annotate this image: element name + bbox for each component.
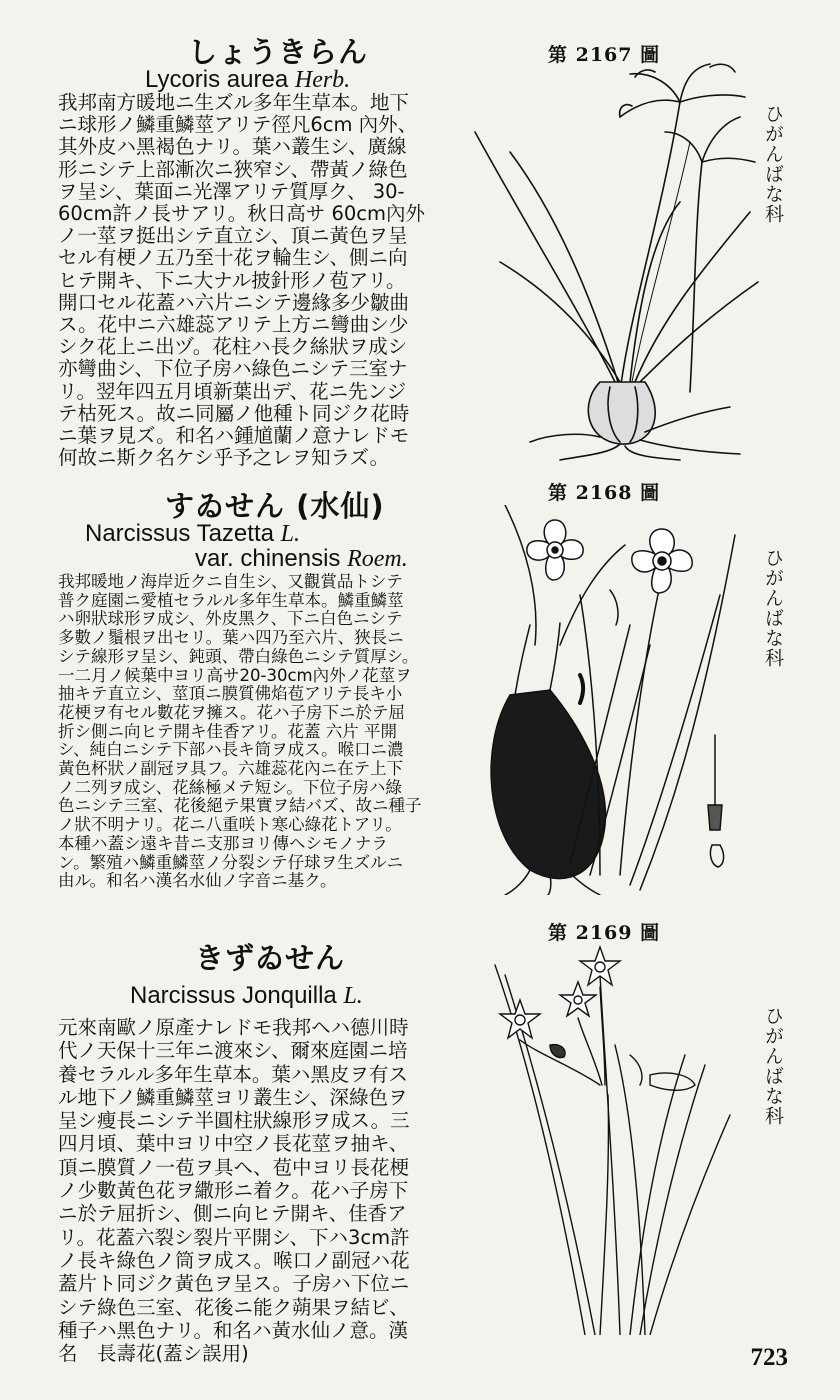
text-line: 名 長壽花(蓋シ誤用) (58, 1342, 249, 1366)
text-line: ス。花中ニ六雄蕊アリテ上方ニ彎曲シ少 (58, 313, 409, 337)
entry-description-lycoris (58, 92, 470, 469)
latin-author: L. (280, 521, 300, 547)
text-line: ン。繁殖ハ鱗重鱗莖ノ分裂シテ仔球ヲ生ズルニ (58, 852, 404, 872)
text-line: ニ葉ヲ見ズ。和名ハ鍾馗蘭ノ意ナレドモ (58, 424, 410, 448)
page-number: 723 (750, 1344, 788, 1371)
text-line: 本種ハ蓋シ遠キ昔ニ支那ヨリ傳ヘシモノナラ (58, 833, 388, 853)
text-line: リ。花蓋六裂シ裂片平開シ、下ハ3cm許 (58, 1225, 410, 1249)
entry-title-lycoris: しょうきらん (188, 35, 369, 69)
text-line: ハ卵狀球形ヲ成シ、外皮黑ク、下ニ白色ニシテ (58, 609, 403, 629)
entry-title-narcissus-jonquilla: きずゐせん (195, 941, 346, 975)
text-line: 由ル。和名ハ漢名水仙ノ字音ニ基ク。 (58, 871, 337, 891)
latin-author: L. (343, 983, 363, 1009)
text-line: 一二月ノ候葉中ヨリ高サ20-30cm內外ノ花莖ヲ (58, 665, 412, 685)
text-line: 四月頃、葉中ヨリ中空ノ長花莖ヲ抽キ、 (58, 1132, 409, 1156)
text-line: セル有梗ノ五乃至十花ヲ輪生シ、側ニ向 (58, 246, 408, 270)
illustration-lycoris-aurea (470, 62, 760, 462)
latin-variety: var. chinensis (195, 545, 341, 572)
text-line: ノ少數黃色花ヲ繖形ニ着ク。花ハ子房下 (58, 1179, 409, 1203)
illustration-narcissus-tazetta (480, 505, 740, 895)
family-label-2167: ひがんばな科 (762, 104, 784, 224)
illustration-narcissus-jonquilla (490, 945, 740, 1335)
text-line: 養セラルル多年生草本。葉ハ黑皮ヲ有ス (58, 1062, 408, 1086)
text-line: 普ク庭園ニ愛植セラルル多年生草本。鱗重鱗莖 (58, 590, 404, 610)
text-line: 元來南歐ノ原產ナレドモ我邦ヘハ德川時 (58, 1016, 409, 1039)
text-line: 亦彎曲シ、下位子房ハ綠色ニシテ三室ナ (58, 357, 408, 381)
figure-label-2169: 第 2169 圖 (548, 922, 661, 944)
text-line: シテ綠色三室、花後ニ能ク蒴果ヲ結ビ、 (58, 1295, 409, 1319)
text-line: 我邦南方暖地ニ生ズル多年生草本。地下 (58, 91, 410, 114)
entry-description-narcissus-jonquilla (58, 1016, 470, 1365)
latin-binomial: Narcissus Tazetta (85, 520, 274, 547)
family-label-2169: ひがんばな科 (762, 1006, 784, 1126)
latin-name-lycoris (145, 66, 350, 94)
text-line: ノ狀不明ナリ。花ニ八重咲ト寒心綠花トアリ。 (58, 815, 402, 835)
text-line: ル地下ノ鱗重鱗莖ヨリ叢生シ、深綠色ヲ (58, 1085, 408, 1109)
entry-title-narcissus-tazetta: すゐせん (水仙) (165, 489, 385, 523)
text-line: 色ニシテ三室、花後絕テ果實ヲ結バズ、故ニ種子 (58, 796, 422, 816)
figure-label-2168: 第 2168 圖 (548, 482, 661, 504)
text-line: ノ二列ヲ成シ、花絲極メテ短シ。下位子房ハ綠 (58, 777, 402, 797)
latin-variety-narcissus-tazetta (195, 545, 408, 573)
latin-name-narcissus-tazetta (85, 520, 300, 548)
text-line: テ枯死ス。故ニ同屬ノ他種ト同ジク花時 (58, 401, 410, 425)
text-line: シ、純白ニシテ下部ハ長キ筒ヲ成ス。喉口ニ濃 (58, 740, 404, 760)
text-line: 60cm許ノ長サアリ。秋日高サ 60cm內外 (58, 202, 426, 226)
text-line: シク花上ニ出ヅ。花柱ハ長ク絲狀ヲ成シ (58, 335, 408, 359)
text-line: 我邦暖地ノ海岸近クニ自生シ、又觀賞品トシテ (58, 572, 403, 591)
text-line: リ。翌年四五月頃新葉出デ、花ニ先ンジ (58, 379, 407, 403)
text-line: 種子ハ黑色ナリ。和名ハ黃水仙ノ意。漢 (58, 1318, 409, 1342)
text-line: 花梗ヲ有セル數花ヲ擁ス。花ハ子房下ニ於テ屈 (58, 702, 405, 722)
text-line: 頂ニ膜質ノ一苞ヲ具ヘ、苞中ヨリ長花梗 (58, 1155, 410, 1179)
figure-label-2167: 第 2167 圖 (548, 44, 661, 66)
latin-author: Herb. (294, 67, 351, 93)
text-line: 開口セル花蓋ハ六片ニシテ邊緣多少皺曲 (58, 290, 410, 314)
latin-binomial: Narcissus Jonquilla (130, 982, 337, 1009)
latin-name-narcissus-jonquilla (130, 982, 363, 1010)
text-line: 黃色杯狀ノ副冠ヲ具フ。六雄蕊花內ニ在テ上下 (58, 759, 404, 779)
text-line: ノ一莖ヲ挺出シテ直立シ、頂ニ黃色ヲ呈 (58, 224, 408, 248)
text-line: 蓋片ト同ジク黃色ヲ呈ス。子房ハ下位ニ (58, 1272, 410, 1296)
family-label-2168: ひがんばな科 (762, 548, 784, 668)
text-line: 其外皮ハ黑褐色ナリ。葉ハ叢生シ、廣線 (58, 135, 407, 159)
text-line: ノ長キ綠色ノ筒ヲ成ス。喉口ノ副冠ハ花 (58, 1248, 410, 1272)
text-line: ヲ呈シ、葉面ニ光澤アリテ質厚ク、 30- (58, 179, 405, 203)
text-line: 折シ側ニ向ヒテ開キ佳香アリ。花蓋 六片 平開 (58, 721, 398, 741)
latin-binomial: Lycoris aurea (145, 66, 289, 93)
text-line: ヒテ開キ、下ニ大ナル披針形ノ苞アリ。 (58, 268, 406, 292)
text-line: ニ球形ノ鱗重鱗莖アリテ徑凡6cm 內外、 (58, 113, 418, 137)
text-line: 呈シ瘦長ニシテ半圓柱狀線形ヲ成ス。三 (58, 1109, 410, 1133)
text-line: 多數ノ鬚根ヲ出セリ。葉ハ四乃至六片、狹長ニ (58, 628, 404, 648)
text-line: シテ線形ヲ呈シ、鈍頭、帶白綠色ニシテ質厚シ。 (58, 646, 419, 666)
latin-variety-author: Roem. (347, 546, 408, 572)
text-line: 代ノ天保十三年ニ渡來シ、爾來庭園ニ培 (58, 1039, 408, 1063)
entry-description-narcissus-tazetta (58, 573, 483, 891)
text-line: 何故ニ斯ク名ケシ乎予之レヲ知ラズ。 (58, 446, 390, 470)
text-line: 形ニシテ上部漸次ニ狹窄シ、帶黃ノ綠色 (58, 157, 408, 181)
text-line: ニ於テ屈折シ、側ニ向ヒテ開キ、佳香ア (58, 1202, 407, 1226)
text-line: 抽キテ直立シ、莖頂ニ膜質佛焰苞アリテ長キ小 (58, 684, 403, 704)
